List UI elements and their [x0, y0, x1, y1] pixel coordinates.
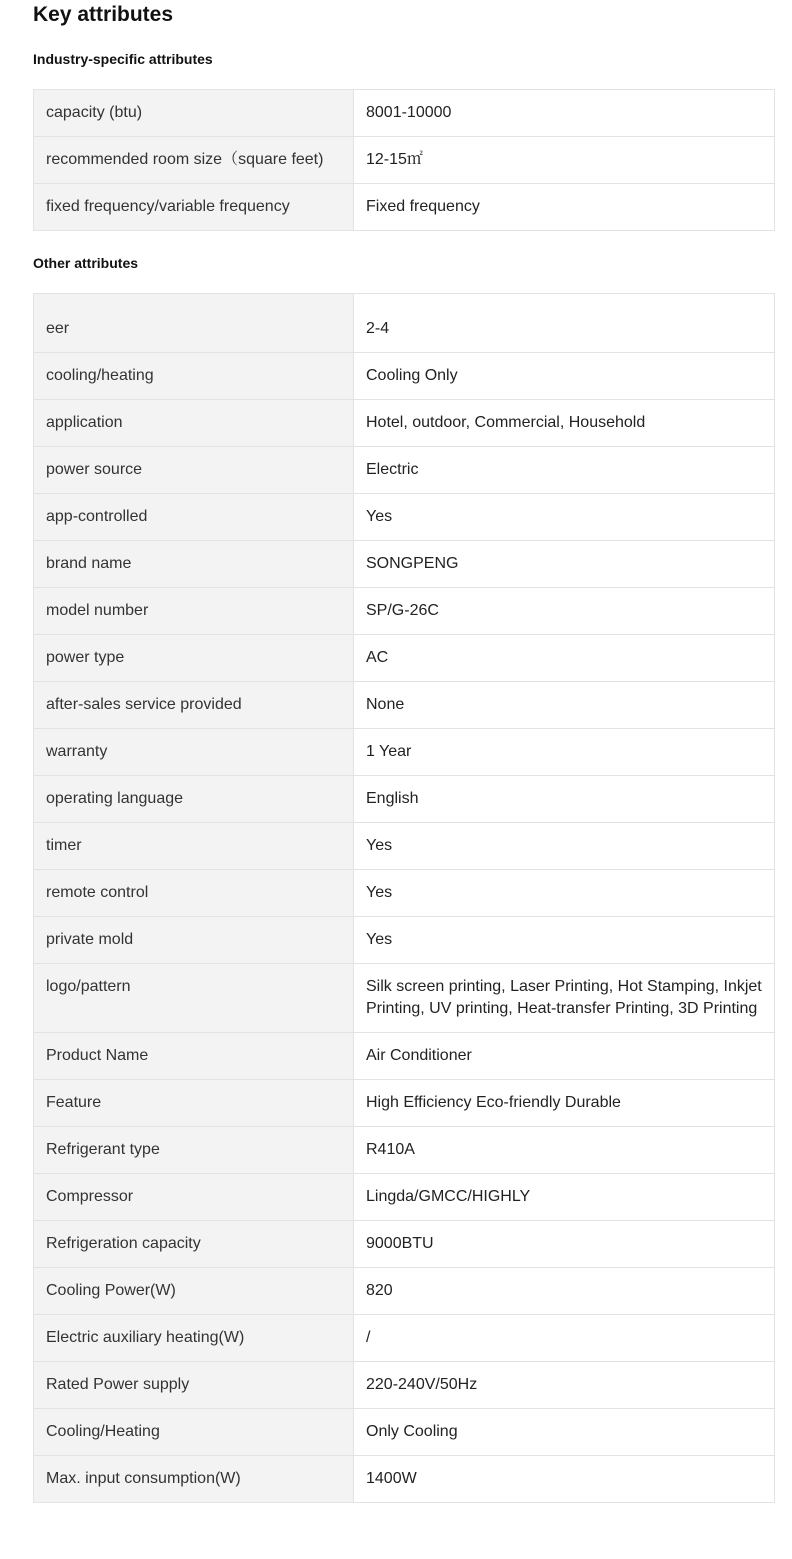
attribute-name: Product Name — [34, 1033, 354, 1080]
attribute-value: 12-15㎡ — [354, 137, 775, 184]
attribute-value: 8001-10000 — [354, 90, 775, 137]
attribute-value: Electric — [354, 447, 775, 494]
key-attributes-panel — [33, 0, 774, 1503]
attribute-name: operating language — [34, 776, 354, 823]
attribute-value: AC — [354, 635, 775, 682]
table-row — [34, 870, 775, 917]
attribute-value: Fixed frequency — [354, 184, 775, 231]
table-row — [34, 1362, 775, 1409]
attribute-name: Feature — [34, 1080, 354, 1127]
attribute-name: Cooling/Heating — [34, 1409, 354, 1456]
table-row — [34, 541, 775, 588]
page-title: Key attributes — [33, 3, 174, 26]
attribute-value: SP/G-26C — [354, 588, 775, 635]
attribute-value: Lingda/GMCC/HIGHLY — [354, 1174, 775, 1221]
table-row — [34, 353, 775, 400]
attribute-name: Electric auxiliary heating(W) — [34, 1315, 354, 1362]
attribute-name: Cooling Power(W) — [34, 1268, 354, 1315]
attribute-value: 820 — [354, 1268, 775, 1315]
attribute-value: Silk screen printing, Laser Printing, Hot Stamping, Inkjet Printing, UV printing, Heat-transfer Printing, 3D Printing — [354, 964, 775, 1033]
table-row — [34, 729, 775, 776]
attribute-value: Yes — [354, 917, 775, 964]
table-row — [34, 1127, 775, 1174]
attribute-name: recommended room size（square feet) — [34, 137, 354, 184]
table-row — [34, 1409, 775, 1456]
table-row — [34, 776, 775, 823]
table-row — [34, 184, 775, 231]
section-title-other: Other attributes — [33, 255, 139, 271]
table-row — [34, 400, 775, 447]
table-row — [34, 294, 775, 353]
attribute-name: application — [34, 400, 354, 447]
attribute-name: capacity (btu) — [34, 90, 354, 137]
attribute-value: Air Conditioner — [354, 1033, 775, 1080]
attribute-name: Rated Power supply — [34, 1362, 354, 1409]
attribute-value: Yes — [354, 870, 775, 917]
table-row — [34, 137, 775, 184]
attribute-value: None — [354, 682, 775, 729]
attribute-name: Max. input consumption(W) — [34, 1456, 354, 1503]
table-row — [34, 682, 775, 729]
attribute-value: 1400W — [354, 1456, 775, 1503]
table-row — [34, 1174, 775, 1221]
attribute-value: Cooling Only — [354, 353, 775, 400]
attribute-name: Refrigeration capacity — [34, 1221, 354, 1268]
attribute-name: brand name — [34, 541, 354, 588]
attribute-value: English — [354, 776, 775, 823]
table-row — [34, 1033, 775, 1080]
table-row — [34, 1221, 775, 1268]
attribute-name: private mold — [34, 917, 354, 964]
attribute-name: remote control — [34, 870, 354, 917]
attribute-value: Yes — [354, 823, 775, 870]
table-row — [34, 917, 775, 964]
attribute-name: warranty — [34, 729, 354, 776]
industry-attributes-table — [33, 89, 775, 231]
attribute-name: Compressor — [34, 1174, 354, 1221]
section-title-industry: Industry-specific attributes — [33, 51, 213, 67]
attribute-name: Refrigerant type — [34, 1127, 354, 1174]
table-row — [34, 90, 775, 137]
attribute-name: timer — [34, 823, 354, 870]
attribute-name: cooling/heating — [34, 353, 354, 400]
attribute-name: eer — [34, 294, 354, 353]
attribute-value: / — [354, 1315, 775, 1362]
attribute-name: fixed frequency/variable frequency — [34, 184, 354, 231]
attribute-value: Yes — [354, 494, 775, 541]
table-row — [34, 1268, 775, 1315]
attribute-value: High Efficiency Eco-friendly Durable — [354, 1080, 775, 1127]
attribute-value: R410A — [354, 1127, 775, 1174]
attribute-value: 2-4 — [354, 294, 775, 353]
table-row — [34, 964, 775, 1033]
attribute-value: 220-240V/50Hz — [354, 1362, 775, 1409]
attribute-value: Hotel, outdoor, Commercial, Household — [354, 400, 775, 447]
attribute-name: logo/pattern — [34, 964, 354, 1033]
attribute-name: power source — [34, 447, 354, 494]
table-row — [34, 635, 775, 682]
attribute-name: model number — [34, 588, 354, 635]
table-row — [34, 1315, 775, 1362]
attribute-value: 9000BTU — [354, 1221, 775, 1268]
attribute-name: after-sales service provided — [34, 682, 354, 729]
table-row — [34, 588, 775, 635]
attribute-name: app-controlled — [34, 494, 354, 541]
table-row — [34, 494, 775, 541]
table-row — [34, 1456, 775, 1503]
attribute-value: 1 Year — [354, 729, 775, 776]
other-attributes-table — [33, 293, 775, 1503]
attribute-value: SONGPENG — [354, 541, 775, 588]
table-row — [34, 1080, 775, 1127]
table-row — [34, 823, 775, 870]
attribute-name: power type — [34, 635, 354, 682]
attribute-value: Only Cooling — [354, 1409, 775, 1456]
table-row — [34, 447, 775, 494]
